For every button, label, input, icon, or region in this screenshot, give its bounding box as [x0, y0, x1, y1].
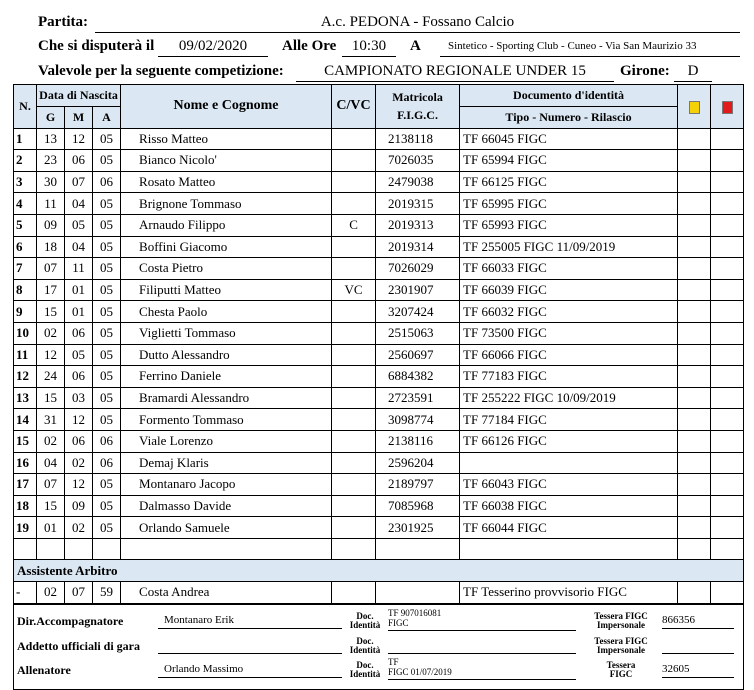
player-red-card	[711, 517, 744, 539]
player-a: 05	[93, 193, 121, 215]
roster-table	[13, 84, 744, 604]
player-g: 12	[37, 344, 65, 366]
competizione-label: Valevole per la seguente competizione:	[38, 63, 284, 79]
player-a: 05	[93, 301, 121, 323]
col-documento: Documento d'identità	[460, 85, 678, 107]
partita-value: A.c. PEDONA - Fossano Calcio	[320, 14, 515, 30]
player-cvc	[332, 495, 376, 517]
dir-name: Montanaro Erik	[158, 614, 342, 629]
tessera-imp2-label1: Tessera FIGC	[594, 636, 648, 646]
player-yellow-card	[678, 452, 711, 474]
player-g: 02	[37, 322, 65, 344]
player-doc: TF 65994 FIGC	[460, 150, 678, 172]
player-n: 15	[14, 430, 37, 452]
player-doc: TF 255005 FIGC 11/09/2019	[460, 236, 678, 258]
player-yellow-card	[678, 301, 711, 323]
player-yellow-card	[678, 387, 711, 409]
player-yellow-card	[678, 430, 711, 452]
player-row	[14, 430, 744, 452]
player-n: 2	[14, 150, 37, 172]
player-n: 11	[14, 344, 37, 366]
player-matricola: 2138116	[376, 430, 460, 452]
player-m: 12	[65, 474, 93, 496]
player-name: Viglietti Tommaso	[121, 322, 332, 344]
player-m: 06	[65, 322, 93, 344]
player-matricola: 3207424	[376, 301, 460, 323]
player-yellow-card	[678, 344, 711, 366]
col-red-card	[711, 85, 744, 129]
player-doc: TF 66032 FIGC	[460, 301, 678, 323]
player-yellow-card	[678, 495, 711, 517]
player-name: Demaj Klaris	[121, 452, 332, 474]
competizione-value: CAMPIONATO REGIONALE UNDER 15	[296, 63, 614, 82]
player-matricola: 2301907	[376, 279, 460, 301]
col-yellow-card	[678, 85, 711, 129]
player-name: Boffini Giacomo	[121, 236, 332, 258]
player-name: Dutto Alessandro	[121, 344, 332, 366]
player-g: 13	[37, 128, 65, 150]
player-m: 02	[65, 452, 93, 474]
dir-doc-field	[388, 608, 576, 631]
player-matricola: 2596204	[376, 452, 460, 474]
player-yellow-card	[678, 128, 711, 150]
player-yellow-card	[678, 279, 711, 301]
match-date: 09/02/2020	[158, 38, 268, 57]
player-doc: TF 66125 FIGC	[460, 171, 678, 193]
player-a: 05	[93, 258, 121, 280]
player-m: 09	[65, 495, 93, 517]
player-n: 10	[14, 322, 37, 344]
tessera-imp2-label2: Impersonale	[597, 645, 645, 655]
player-red-card	[711, 171, 744, 193]
player-name: Ferrino Daniele	[121, 366, 332, 388]
player-matricola: 2019315	[376, 193, 460, 215]
player-g: 31	[37, 409, 65, 431]
player-yellow-card	[678, 474, 711, 496]
dir-doc-line1: TF 907016081	[388, 608, 442, 618]
a-label: A	[410, 38, 421, 54]
player-row	[14, 214, 744, 236]
player-doc: TF 77183 FIGC	[460, 366, 678, 388]
player-cvc	[332, 322, 376, 344]
player-cvc	[332, 517, 376, 539]
player-name: Formento Tommaso	[121, 409, 332, 431]
tessera-value: 32605	[662, 663, 734, 678]
player-m: 01	[65, 279, 93, 301]
player-a: 05	[93, 236, 121, 258]
player-g: 23	[37, 150, 65, 172]
player-matricola: 6884382	[376, 366, 460, 388]
player-cvc	[332, 258, 376, 280]
player-red-card	[711, 193, 744, 215]
all-doc-label1: Doc.	[356, 660, 374, 670]
assistente-row	[14, 582, 744, 604]
assistente-section	[14, 560, 744, 582]
assistente-n: -	[14, 582, 37, 604]
player-a: 05	[93, 214, 121, 236]
player-a: 05	[93, 322, 121, 344]
player-row	[14, 366, 744, 388]
col-data-nascita: Data di Nascita	[37, 85, 121, 107]
player-red-card	[711, 430, 744, 452]
player-name: Filiputti Matteo	[121, 279, 332, 301]
player-name: Dalmasso Davide	[121, 495, 332, 517]
player-yellow-card	[678, 236, 711, 258]
partita-label: Partita:	[38, 14, 88, 30]
addetto-label: Addetto ufficiali di gara	[17, 639, 140, 653]
player-doc: TF 66126 FIGC	[460, 430, 678, 452]
player-doc: TF 66039 FIGC	[460, 279, 678, 301]
player-cvc	[332, 474, 376, 496]
player-m: 12	[65, 409, 93, 431]
player-yellow-card	[678, 150, 711, 172]
player-matricola: 2560697	[376, 344, 460, 366]
tessera-label1: Tessera	[606, 660, 636, 670]
player-row	[14, 171, 744, 193]
player-cvc: VC	[332, 279, 376, 301]
player-g: 30	[37, 171, 65, 193]
player-g: 07	[37, 258, 65, 280]
player-m: 05	[65, 344, 93, 366]
addetto-doc-label	[345, 637, 385, 655]
assistente-a: 59	[93, 582, 121, 604]
player-matricola: 2019313	[376, 214, 460, 236]
player-n: 3	[14, 171, 37, 193]
player-g: 17	[37, 279, 65, 301]
player-red-card	[711, 495, 744, 517]
player-doc: TF 65993 FIGC	[460, 214, 678, 236]
player-row	[14, 495, 744, 517]
girone-value: D	[674, 63, 712, 82]
player-name: Chesta Paolo	[121, 301, 332, 323]
player-n: 4	[14, 193, 37, 215]
dir-doc-label2: Identità	[349, 620, 381, 630]
blank-row	[14, 538, 744, 560]
red-card-icon	[722, 101, 733, 114]
player-matricola: 2019314	[376, 236, 460, 258]
player-m: 04	[65, 193, 93, 215]
col-a: A	[93, 107, 121, 129]
girone-label: Girone:	[620, 63, 670, 79]
player-cvc	[332, 193, 376, 215]
player-cvc	[332, 128, 376, 150]
yellow-card-icon	[689, 101, 700, 114]
allenatore-name: Orlando Massimo	[158, 663, 342, 678]
player-yellow-card	[678, 366, 711, 388]
player-doc: TF 255222 FIGC 10/09/2019	[460, 387, 678, 409]
player-red-card	[711, 301, 744, 323]
player-doc: TF 66045 FIGC	[460, 128, 678, 150]
col-nome: Nome e Cognome	[121, 85, 332, 129]
player-g: 07	[37, 474, 65, 496]
player-n: 5	[14, 214, 37, 236]
player-name: Costa Pietro	[121, 258, 332, 280]
player-n: 6	[14, 236, 37, 258]
player-g: 18	[37, 236, 65, 258]
player-cvc	[332, 344, 376, 366]
player-cvc	[332, 301, 376, 323]
player-n: 1	[14, 128, 37, 150]
player-row	[14, 409, 744, 431]
player-name: Montanaro Jacopo	[121, 474, 332, 496]
player-g: 15	[37, 495, 65, 517]
tessera-imp-value: 866356	[662, 614, 734, 629]
addetto-doc-label2: Identità	[349, 645, 381, 655]
player-g: 02	[37, 430, 65, 452]
player-red-card	[711, 128, 744, 150]
player-doc: TF 66044 FIGC	[460, 517, 678, 539]
assistente-section-label: Assistente Arbitro	[14, 560, 744, 582]
player-red-card	[711, 322, 744, 344]
player-row	[14, 236, 744, 258]
assistente-cvc	[332, 582, 376, 604]
player-doc: TF 66038 FIGC	[460, 495, 678, 517]
player-a: 06	[93, 452, 121, 474]
player-red-card	[711, 279, 744, 301]
col-m: M	[65, 107, 93, 129]
player-matricola: 3098774	[376, 409, 460, 431]
addetto-line	[158, 639, 342, 654]
tessera-imp2-label	[588, 637, 654, 655]
player-cvc	[332, 150, 376, 172]
player-n: 17	[14, 474, 37, 496]
player-a: 05	[93, 517, 121, 539]
player-name: Rosato Matteo	[121, 171, 332, 193]
player-n: 8	[14, 279, 37, 301]
player-m: 06	[65, 150, 93, 172]
player-m: 01	[65, 301, 93, 323]
col-g: G	[37, 107, 65, 129]
player-matricola: 2479038	[376, 171, 460, 193]
player-a: 05	[93, 279, 121, 301]
assistente-red	[711, 582, 744, 604]
player-m: 05	[65, 214, 93, 236]
player-name: Orlando Samuele	[121, 517, 332, 539]
player-name: Arnaudo Filippo	[121, 214, 332, 236]
player-g: 11	[37, 193, 65, 215]
assistente-name: Costa Andrea	[121, 582, 332, 604]
player-yellow-card	[678, 193, 711, 215]
player-a: 05	[93, 409, 121, 431]
player-matricola: 7026029	[376, 258, 460, 280]
player-m: 06	[65, 430, 93, 452]
player-m: 03	[65, 387, 93, 409]
player-row	[14, 193, 744, 215]
player-cvc: C	[332, 214, 376, 236]
player-doc	[460, 452, 678, 474]
player-doc: TF 65995 FIGC	[460, 193, 678, 215]
player-n: 7	[14, 258, 37, 280]
player-row	[14, 258, 744, 280]
player-red-card	[711, 214, 744, 236]
assistente-doc: TF Tesserino provvisorio FIGC	[460, 582, 678, 604]
player-m: 12	[65, 128, 93, 150]
player-a: 06	[93, 430, 121, 452]
player-cvc	[332, 409, 376, 431]
player-red-card	[711, 387, 744, 409]
player-m: 04	[65, 236, 93, 258]
player-yellow-card	[678, 409, 711, 431]
ore-label: Alle Ore	[282, 38, 337, 54]
player-g: 04	[37, 452, 65, 474]
player-name: Brignone Tommaso	[121, 193, 332, 215]
all-doc-label2: Identità	[349, 669, 381, 679]
player-doc: TF 66066 FIGC	[460, 344, 678, 366]
player-name: Bramardi Alessandro	[121, 387, 332, 409]
all-doc-line2: FIGC 01/07/2019	[388, 667, 452, 677]
player-matricola: 2138118	[376, 128, 460, 150]
match-time: 10:30	[342, 38, 396, 57]
player-row	[14, 279, 744, 301]
player-a: 05	[93, 387, 121, 409]
player-red-card	[711, 236, 744, 258]
player-row	[14, 474, 744, 496]
all-doc-field	[388, 657, 576, 680]
col-n: N.	[14, 85, 37, 129]
player-name: Viale Lorenzo	[121, 430, 332, 452]
player-a: 05	[93, 344, 121, 366]
dir-doc-label1: Doc.	[356, 611, 374, 621]
player-yellow-card	[678, 322, 711, 344]
player-g: 01	[37, 517, 65, 539]
player-a: 05	[93, 128, 121, 150]
player-cvc	[332, 452, 376, 474]
player-n: 14	[14, 409, 37, 431]
assistente-g: 02	[37, 582, 65, 604]
player-g: 15	[37, 301, 65, 323]
player-m: 06	[65, 366, 93, 388]
player-n: 19	[14, 517, 37, 539]
player-m: 02	[65, 517, 93, 539]
player-m: 11	[65, 258, 93, 280]
player-matricola: 2515063	[376, 322, 460, 344]
addetto-doc-label1: Doc.	[356, 636, 374, 646]
player-row	[14, 128, 744, 150]
player-row	[14, 452, 744, 474]
player-n: 9	[14, 301, 37, 323]
player-g: 15	[37, 387, 65, 409]
player-red-card	[711, 474, 744, 496]
player-a: 05	[93, 474, 121, 496]
player-m: 07	[65, 171, 93, 193]
allenatore-label: Allenatore	[17, 663, 71, 677]
addetto-doc-field	[388, 639, 576, 654]
player-a: 05	[93, 366, 121, 388]
player-row	[14, 387, 744, 409]
dir-doc-label	[345, 612, 385, 630]
player-name: Bianco Nicolo'	[121, 150, 332, 172]
player-row	[14, 344, 744, 366]
player-row	[14, 301, 744, 323]
player-row	[14, 322, 744, 344]
col-cvc: C/VC	[332, 85, 376, 129]
player-red-card	[711, 366, 744, 388]
player-cvc	[332, 366, 376, 388]
tessera-imp2-value	[662, 639, 734, 654]
tessera-label2: FIGC	[609, 669, 633, 679]
col-matricola	[376, 85, 460, 129]
player-red-card	[711, 452, 744, 474]
tessera-imp-label	[588, 612, 654, 630]
venue: Sintetico - Sporting Club - Cuneo - Via San Maurizio 33	[448, 40, 697, 52]
player-matricola: 7026035	[376, 150, 460, 172]
player-doc: TF 73500 FIGC	[460, 322, 678, 344]
player-g: 09	[37, 214, 65, 236]
player-yellow-card	[678, 171, 711, 193]
player-doc: TF 66033 FIGC	[460, 258, 678, 280]
assistente-yellow	[678, 582, 711, 604]
player-cvc	[332, 387, 376, 409]
player-a: 05	[93, 495, 121, 517]
tessera-imp-label1: Tessera FIGC	[594, 611, 648, 621]
player-name: Risso Matteo	[121, 128, 332, 150]
player-n: 13	[14, 387, 37, 409]
dir-label: Dir.Accompagnatore	[17, 614, 124, 628]
all-doc-label	[345, 661, 385, 679]
player-matricola: 2189797	[376, 474, 460, 496]
player-a: 06	[93, 171, 121, 193]
col-matricola-line1: Matricola	[392, 90, 443, 105]
col-matricola-line2: F.I.G.C.	[397, 108, 438, 123]
player-red-card	[711, 150, 744, 172]
player-yellow-card	[678, 517, 711, 539]
player-matricola: 7085968	[376, 495, 460, 517]
player-matricola: 2723591	[376, 387, 460, 409]
tessera-label	[588, 661, 654, 679]
player-row	[14, 517, 744, 539]
disputa-label: Che si disputerà il	[38, 38, 155, 54]
all-doc-line1: TF	[388, 657, 399, 667]
player-row	[14, 150, 744, 172]
player-n: 12	[14, 366, 37, 388]
player-cvc	[332, 430, 376, 452]
player-red-card	[711, 258, 744, 280]
player-red-card	[711, 409, 744, 431]
player-n: 16	[14, 452, 37, 474]
player-yellow-card	[678, 214, 711, 236]
assistente-mat	[376, 582, 460, 604]
player-cvc	[332, 171, 376, 193]
player-n: 18	[14, 495, 37, 517]
player-doc: TF 77184 FIGC	[460, 409, 678, 431]
assistente-m: 07	[65, 582, 93, 604]
dir-doc-line2: FIGC	[388, 618, 409, 628]
player-g: 24	[37, 366, 65, 388]
player-yellow-card	[678, 258, 711, 280]
player-doc: TF 66043 FIGC	[460, 474, 678, 496]
player-a: 05	[93, 150, 121, 172]
col-tipo: Tipo - Numero - Rilascio	[460, 107, 678, 129]
player-cvc	[332, 236, 376, 258]
player-matricola: 2301925	[376, 517, 460, 539]
tessera-imp-label2: Impersonale	[597, 620, 645, 630]
player-red-card	[711, 344, 744, 366]
